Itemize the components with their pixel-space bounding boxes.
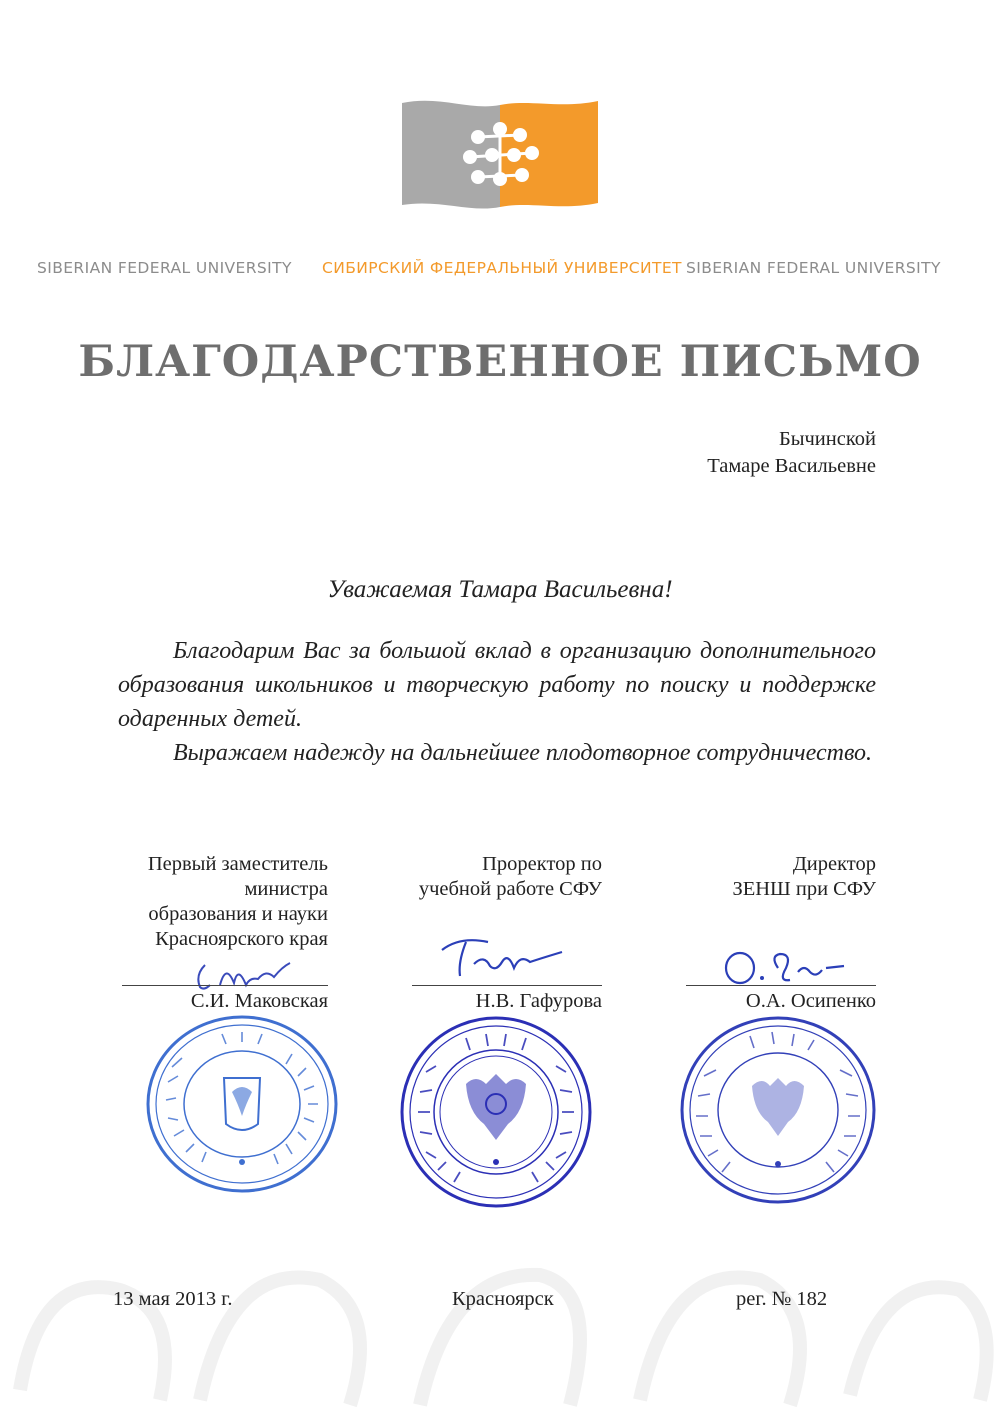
signatory-1-position-line: Красноярского края: [155, 928, 328, 950]
signatory-1-position-line: образования и науки: [148, 903, 328, 925]
ministry-krasnoyarsk-seal-icon: [142, 1012, 342, 1196]
signature-1-icon: [190, 955, 300, 995]
signature-2-icon: [430, 932, 570, 984]
registration-number: рег. № 182: [736, 1288, 828, 1310]
signatory-3-name: О.А. Осипенко: [745, 990, 876, 1012]
sfu-federal-seal-icon: [396, 1012, 596, 1212]
signature-line-1: [122, 985, 328, 986]
banner-middle-text: СИБИРСКИЙ ФЕДЕРАЛЬНЫЙ УНИВЕРСИТЕТ: [322, 259, 682, 277]
body-paragraph-1: Благодарим Вас за большой вклад в организацию дополнительного образования школьников и творческую работу по поиску и поддержке одаренных детей.: [118, 638, 876, 732]
letter-body: [118, 634, 876, 770]
signature-3-icon: [718, 948, 848, 988]
ministry-zensh-seal-icon: [676, 1012, 880, 1208]
signatory-1-position-line: Первый заместитель: [147, 853, 328, 875]
signatory-2-position: [380, 852, 602, 902]
watermark-icon: [0, 1230, 1000, 1414]
signature-line-3: [686, 985, 876, 986]
signatory-3-position: [650, 852, 876, 902]
signatory-3-position-line: ЗЕНШ при СФУ: [732, 878, 876, 900]
signature-line-2: [412, 985, 602, 986]
recipient-block: [707, 426, 876, 480]
signatory-1-position: [100, 852, 328, 952]
banner-left-text: SIBERIAN FEDERAL UNIVERSITY: [37, 259, 292, 277]
letter-title: БЛАГОДАРСТВЕННОЕ ПИСЬМО: [78, 337, 922, 387]
body-paragraph-2: Выражаем надежду на дальнейшее плодотворное сотрудничество.: [173, 740, 873, 766]
letter-city: Красноярск: [452, 1288, 554, 1310]
signatory-1-position-line: министра: [244, 878, 328, 900]
letter-date: 13 мая 2013 г.: [113, 1288, 233, 1310]
signatory-1-name: С.И. Маковская: [190, 990, 328, 1012]
signatory-3-position-line: Директор: [792, 853, 876, 875]
recipient-surname: Бычинской: [778, 428, 876, 450]
university-banner: [0, 259, 1000, 283]
banner-right-text: SIBERIAN FEDERAL UNIVERSITY: [686, 259, 941, 277]
signatory-2-position-line: Проректор по: [482, 853, 602, 875]
greeting: Уважаемая Тамара Васильевна!: [327, 576, 673, 603]
recipient-name: Тамаре Васильевне: [707, 455, 876, 477]
signatory-2-position-line: учебной работе СФУ: [418, 878, 602, 900]
signatory-2-name: Н.В. Гафурова: [475, 990, 602, 1012]
sfu-flag-logo-icon: [400, 95, 600, 225]
